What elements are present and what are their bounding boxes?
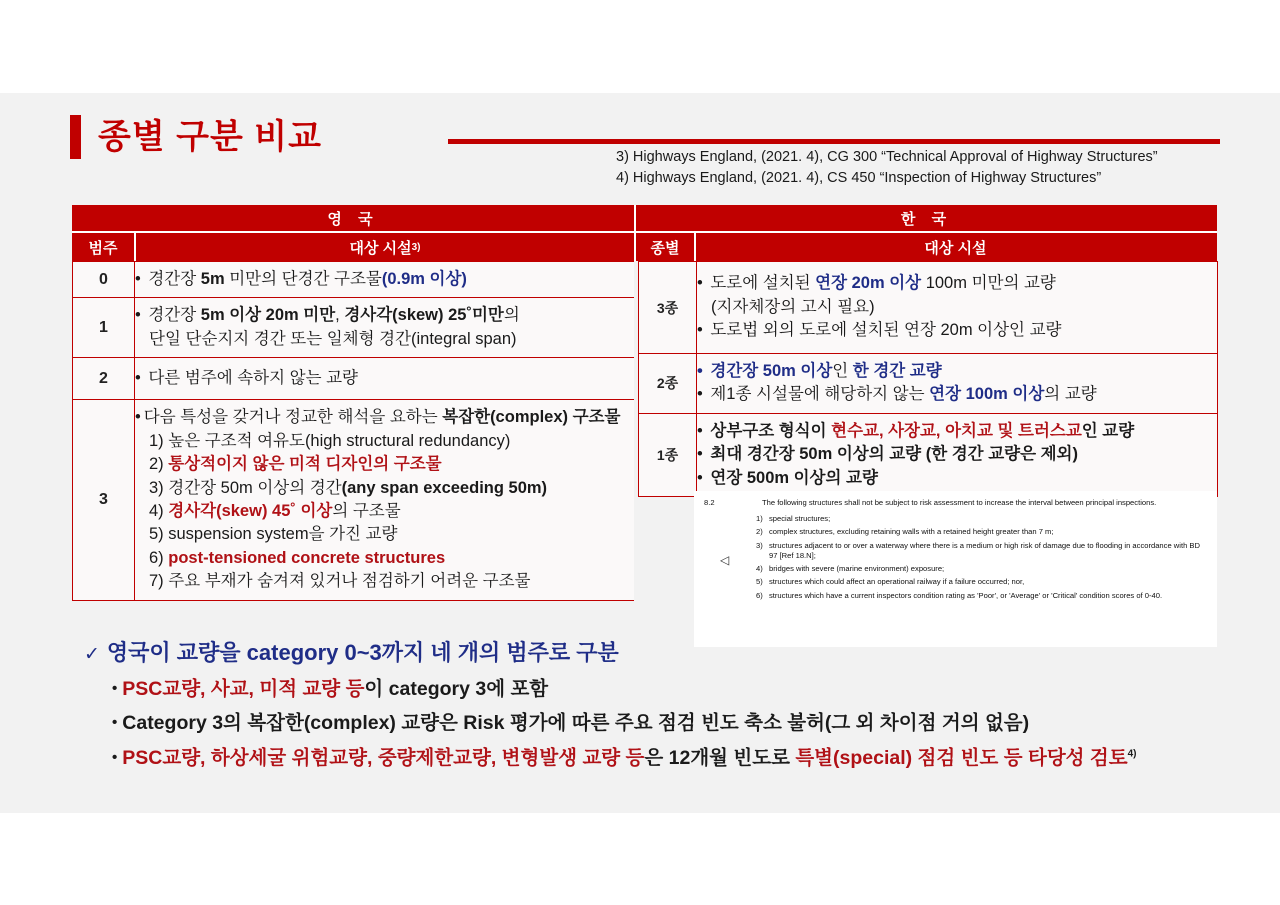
- excerpt-item-number: 5): [756, 577, 763, 587]
- uk-facility-cell: • 경간장 5m 미만의 단경간 구조물(0.9m 이상): [135, 262, 635, 298]
- excerpt-list-item: [698, 527, 1207, 538]
- uk-facility-cell: • 다른 범주에 속하지 않는 교량: [135, 358, 635, 400]
- kr-category-cell: 3종: [639, 262, 697, 354]
- excerpt-list-item: [698, 577, 1207, 588]
- excerpt-item-text: complex structures, excluding retaining walls with a retained height greater than 7 m;: [769, 527, 1054, 537]
- excerpt-list-item: [698, 591, 1207, 602]
- table-row: [73, 358, 635, 400]
- uk-grid: [72, 261, 635, 601]
- kr-facility-cell: • 경간장 50m 이상인 한 경간 교량 • 제1종 시설물에 해당하지 않는 연장 100m 이상의 교량: [697, 354, 1218, 414]
- kr-facility-cell: • 도로에 설치된 연장 20m 이상 100m 미만의 교량 (지자체장의 고시 필요) • 도로법 외의 도로에 설치된 연장 20m 이상인 교량: [697, 262, 1218, 354]
- page-title: 종별 구분 비교: [98, 118, 322, 156]
- table-row: [73, 400, 635, 600]
- title-accent-bar: [70, 115, 81, 159]
- excerpt-item-number: 1): [756, 514, 763, 524]
- excerpt-item-text: structures which could affect an operational railway if a failure occurred; nor,: [769, 577, 1025, 587]
- header-uk-facility: [136, 233, 634, 261]
- bullet-icon: •: [112, 679, 118, 697]
- uk-category-cell: 1: [73, 298, 135, 358]
- table-row: [639, 262, 1218, 354]
- uk-category-cell: 3: [73, 400, 135, 600]
- excerpt-list-item: [698, 541, 1207, 562]
- bullet-icon: •: [112, 748, 118, 766]
- conclusion-headline-text: 영국이 교량을 category 0~3까지 네 개의 범주로 구분: [106, 640, 619, 665]
- table-row: [639, 413, 1218, 496]
- uk-facility-cell: • 경간장 5m 이상 20m 미만, 경사각(skew) 25˚미만의 단일 단순지지 경간 또는 일체형 경간(integral span): [135, 298, 635, 358]
- header-kr-facility: 대상 시설: [924, 239, 987, 257]
- kr-category-cell: 2종: [639, 354, 697, 414]
- excerpt-item-number: 2): [756, 527, 763, 537]
- excerpt-paragraph: The following structures shall not be subject to risk assessment to increase the interval between principal inspections.: [762, 498, 1157, 507]
- uk-category-cell: 2: [73, 358, 135, 400]
- check-icon: ✓: [84, 644, 100, 665]
- excerpt-header: [698, 498, 1207, 508]
- conclusion-bullet: • PSC교량, 사교, 미적 교량 등이 category 3에 포함: [112, 677, 549, 700]
- excerpt-list-item: [698, 564, 1207, 575]
- table-country-header-row: [72, 205, 1217, 231]
- mouse-cursor-icon: ▷: [720, 553, 730, 567]
- reference-notes: [616, 147, 1226, 189]
- header-uk-facility-label: 대상 시설: [349, 239, 412, 257]
- kr-category-cell: 1종: [639, 413, 697, 496]
- reference-note-3: 3) Highways England, (2021. 4), CG 300 “Technical Approval of Highway Structures”: [616, 149, 1158, 165]
- excerpt-item-text: special structures;: [769, 514, 831, 524]
- reference-note-4: 4) Highways England, (2021. 4), CS 450 “Inspection of Highway Structures”: [616, 170, 1102, 187]
- kr-facility-cell: • 상부구조 형식이 현수교, 사장교, 아치교 및 트러스교인 교량 • 최대 경간장 50m 이상의 교량 (한 경간 교량은 제외) • 연장 500m 이상의 교량: [697, 413, 1218, 496]
- excerpt-section-number: 8.2: [704, 498, 715, 507]
- uk-facility-cell: • 다음 특성을 갖거나 정교한 해석을 요하는 복잡한(complex) 구조물 1) 높은 구조적 여유도(high structural redundancy) 2) 통상적이지 않은 미적 디자인의 구조물 3) 경간장 50m 이상의 경간(any span exceeding 50m) 4) 경사각(skew) 45˚ 이상의 구조물 5) suspension system을 가진 교량 6) post-tensioned concrete structures 7) 주요 부재가 숨겨져 있거나 점검하기 어려운 구조물: [135, 400, 635, 600]
- uk-category-cell: 0: [73, 262, 135, 298]
- conclusion-bullet: • Category 3의 복잡한(complex) 교량은 Risk 평가에 따른 주요 점검 빈도 축소 불허(그 외 차이점 거의 없음): [112, 712, 1030, 735]
- slide-canvas: [0, 93, 1280, 813]
- header-uk-facility-superscript: 3): [411, 241, 421, 253]
- header-kr-category: 종별: [650, 239, 680, 257]
- conclusion-headline: [84, 641, 1224, 666]
- excerpt-item-text: structures adjacent to or over a waterway where there is a medium or high risk of damage due to flooding in accordance with BD 97 [Ref 18.N];: [769, 540, 1200, 561]
- conclusion-block: [84, 641, 1224, 769]
- bullet-icon: •: [112, 714, 118, 732]
- excerpt-item-list: [698, 514, 1207, 601]
- header-country-kr: 한 국: [900, 210, 953, 228]
- table-row: [639, 354, 1218, 414]
- header-country-uk: 영 국: [327, 210, 379, 228]
- excerpt-list-item: [698, 514, 1207, 525]
- table-row: [73, 298, 635, 358]
- excerpt-item-number: 3): [756, 540, 763, 550]
- kr-grid: [638, 261, 1218, 497]
- title-horizontal-rule: [448, 139, 1220, 144]
- document-excerpt-image: [694, 491, 1217, 647]
- table-row: [73, 262, 635, 298]
- excerpt-item-number: 4): [756, 564, 763, 574]
- header-uk-category: 범주: [88, 239, 118, 257]
- excerpt-item-number: 6): [756, 590, 763, 600]
- conclusion-bullet: • PSC교량, 하상세굴 위험교량, 중량제한교량, 변형발생 교량 등은 12개월 빈도로 특별(special) 점검 빈도 등 타당성 검토$^{4)}$: [112, 746, 1137, 769]
- table-column-header-row: [72, 233, 1217, 261]
- excerpt-item-text: bridges with severe (marine environment) exposure;: [769, 564, 945, 574]
- uk-table: [72, 261, 634, 601]
- excerpt-item-text: structures which have a current inspectors condition rating as 'Poor', or 'Average' or 'Critical' condition scores of 0-40.: [769, 590, 1163, 600]
- conclusion-bullet-list: [84, 678, 1224, 769]
